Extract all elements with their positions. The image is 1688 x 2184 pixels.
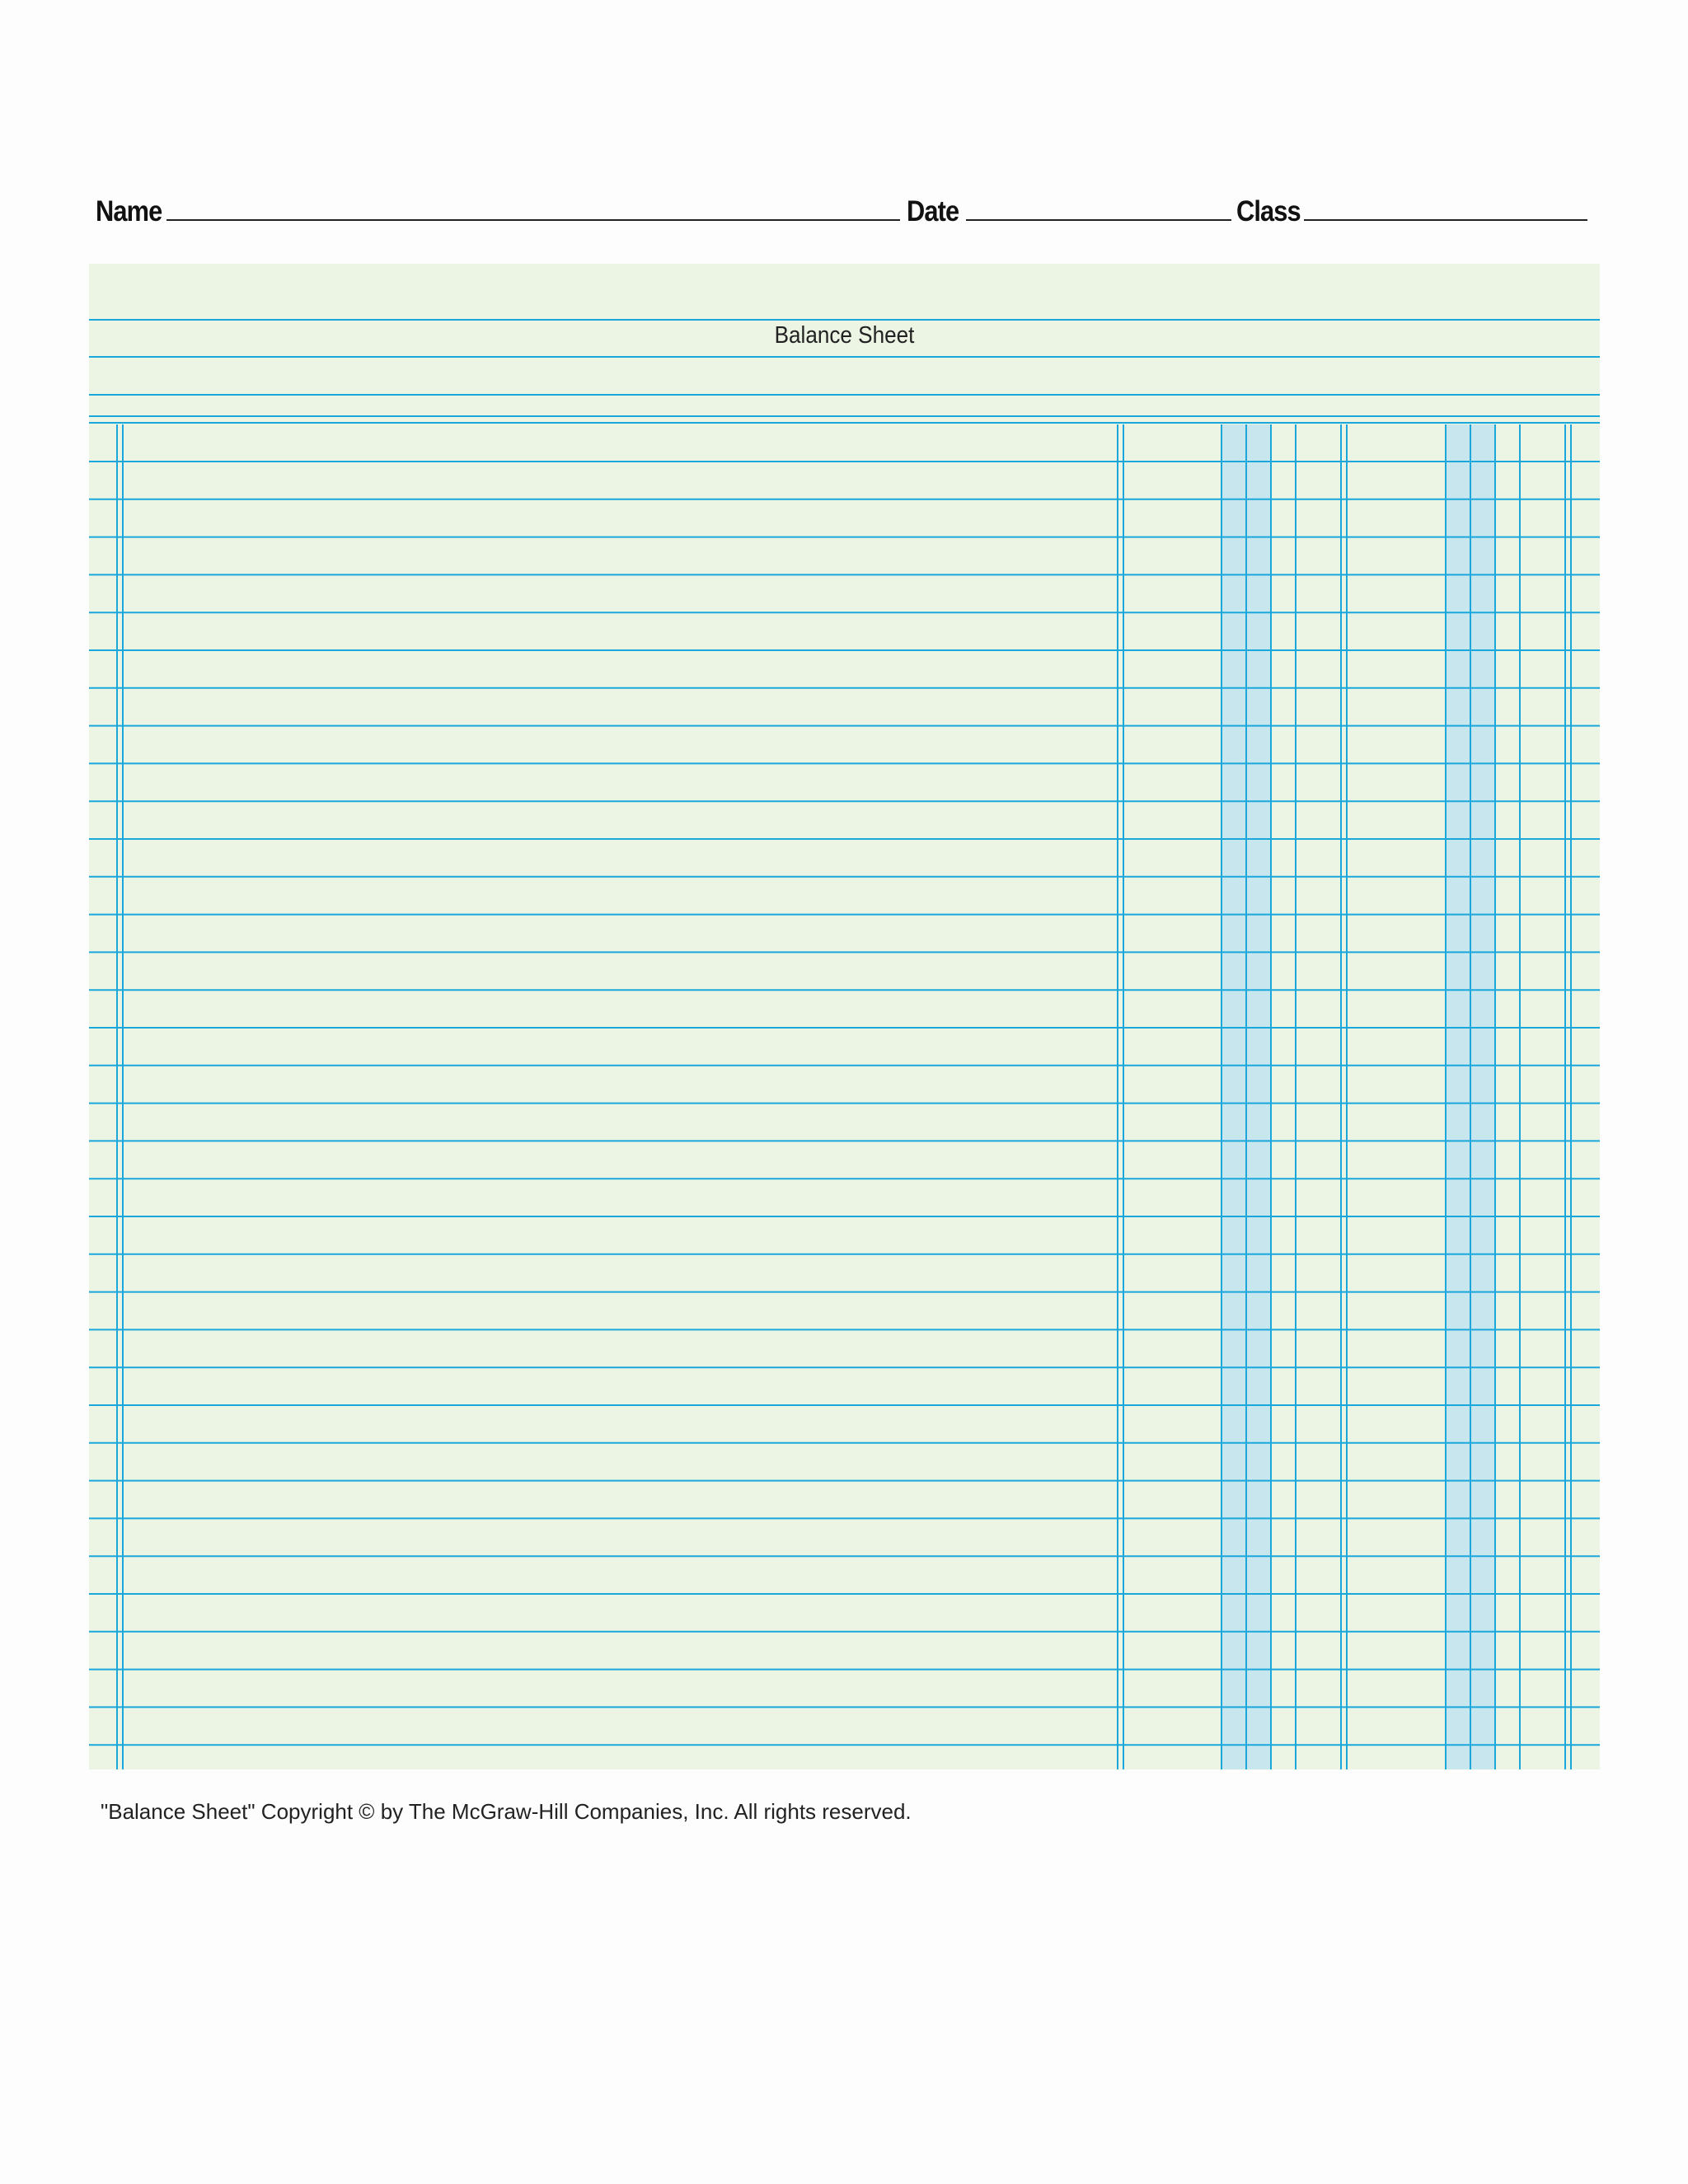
date-label: Date	[907, 195, 959, 227]
ledger-grid	[89, 264, 1600, 1769]
copyright-notice: "Balance Sheet" Copyright © by The McGraw-Hill Companies, Inc. All rights reserved.	[101, 1799, 912, 1824]
name-field[interactable]	[166, 219, 900, 221]
class-field[interactable]	[1304, 219, 1587, 221]
name-label: Name	[96, 195, 162, 227]
balance-sheet-form	[89, 264, 1600, 1769]
form-title: Balance Sheet	[774, 322, 915, 349]
student-info-header	[0, 191, 1688, 232]
date-field[interactable]	[966, 219, 1231, 221]
class-label: Class	[1236, 195, 1301, 227]
